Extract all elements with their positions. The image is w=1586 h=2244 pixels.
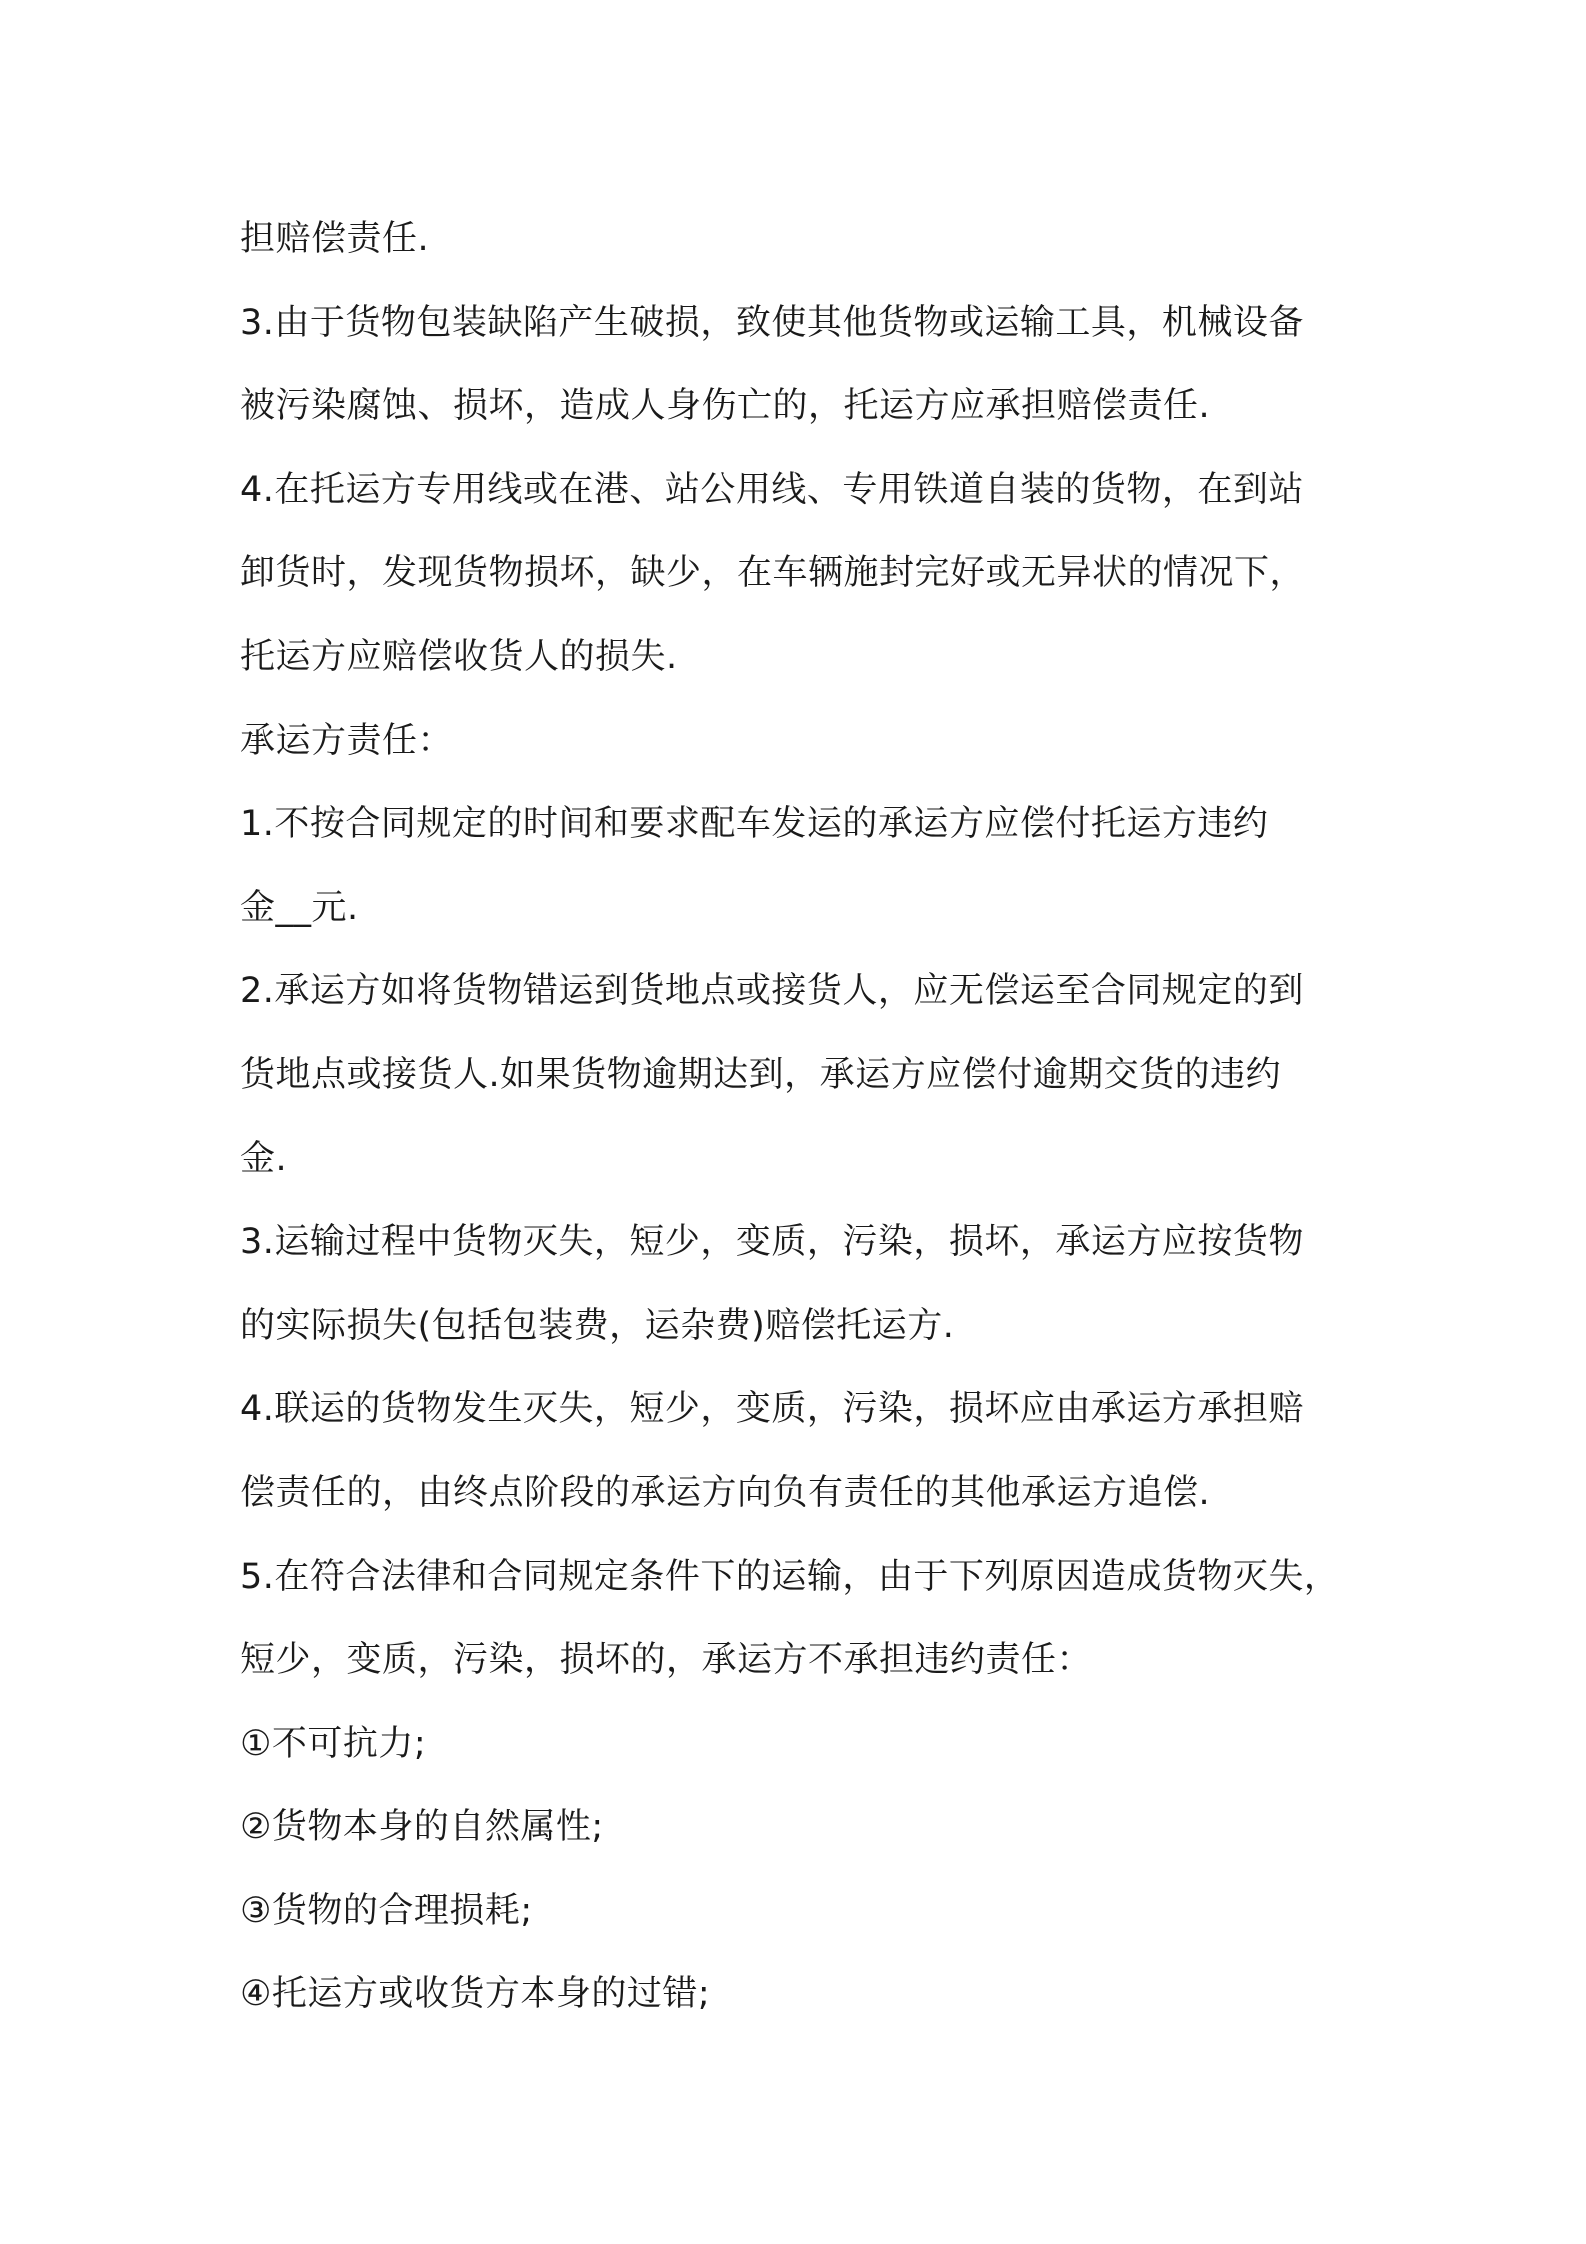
text-line: 被污染腐蚀、损坏，造成人身伤亡的，托运方应承担赔偿责任. (240, 386, 1211, 427)
text-line: 短少，变质，污染，损坏的，承运方不承担违约责任： (240, 1640, 1093, 1681)
text-line: 4.联运的货物发生灭失，短少，变质，污染，损坏应由承运方承担赔 (240, 1389, 1304, 1430)
text-line: 托运方应赔偿收货人的损失. (240, 636, 678, 677)
text-line: 金__元. (240, 887, 359, 928)
section-heading: 承运方责任： (240, 720, 454, 761)
text-line: 2.承运方如将货物错运到货地点或接货人，应无偿运至合同规定的到 (240, 971, 1304, 1012)
text-line: 1.不按合同规定的时间和要求配车发运的承运方应偿付托运方违约 (240, 804, 1269, 845)
text-line: 金. (240, 1138, 288, 1179)
text-line: 卸货时，发现货物损坏，缺少，在车辆施封完好或无异状的情况下， (240, 553, 1306, 594)
document-body (240, 198, 1380, 2037)
list-item: ③货物的合理损耗; (240, 1890, 533, 1931)
list-item: ①不可抗力; (240, 1723, 427, 1764)
text-line: 3.由于货物包装缺陷产生破损，致使其他货物或运输工具，机械设备 (240, 302, 1304, 343)
text-line: 3.运输过程中货物灭失，短少，变质，污染，损坏，承运方应按货物 (240, 1222, 1304, 1263)
text-line: 货地点或接货人.如果货物逾期达到，承运方应偿付逾期交货的违约 (240, 1054, 1282, 1095)
text-line: 担赔偿责任. (240, 219, 430, 259)
text-line: 的实际损失(包括包装费，运杂费)赔偿托运方. (240, 1305, 955, 1346)
list-item: ②货物本身的自然属性; (240, 1807, 604, 1848)
text-line: 偿责任的，由终点阶段的承运方向负有责任的其他承运方追偿. (240, 1472, 1211, 1513)
text-line: 5.在符合法律和合同规定条件下的运输，由于下列原因造成货物灭失， (240, 1556, 1340, 1597)
list-item: ④托运方或收货方本身的过错; (240, 1974, 711, 2015)
text-line: 4.在托运方专用线或在港、站公用线、专用铁道自装的货物，在到站 (240, 469, 1304, 510)
